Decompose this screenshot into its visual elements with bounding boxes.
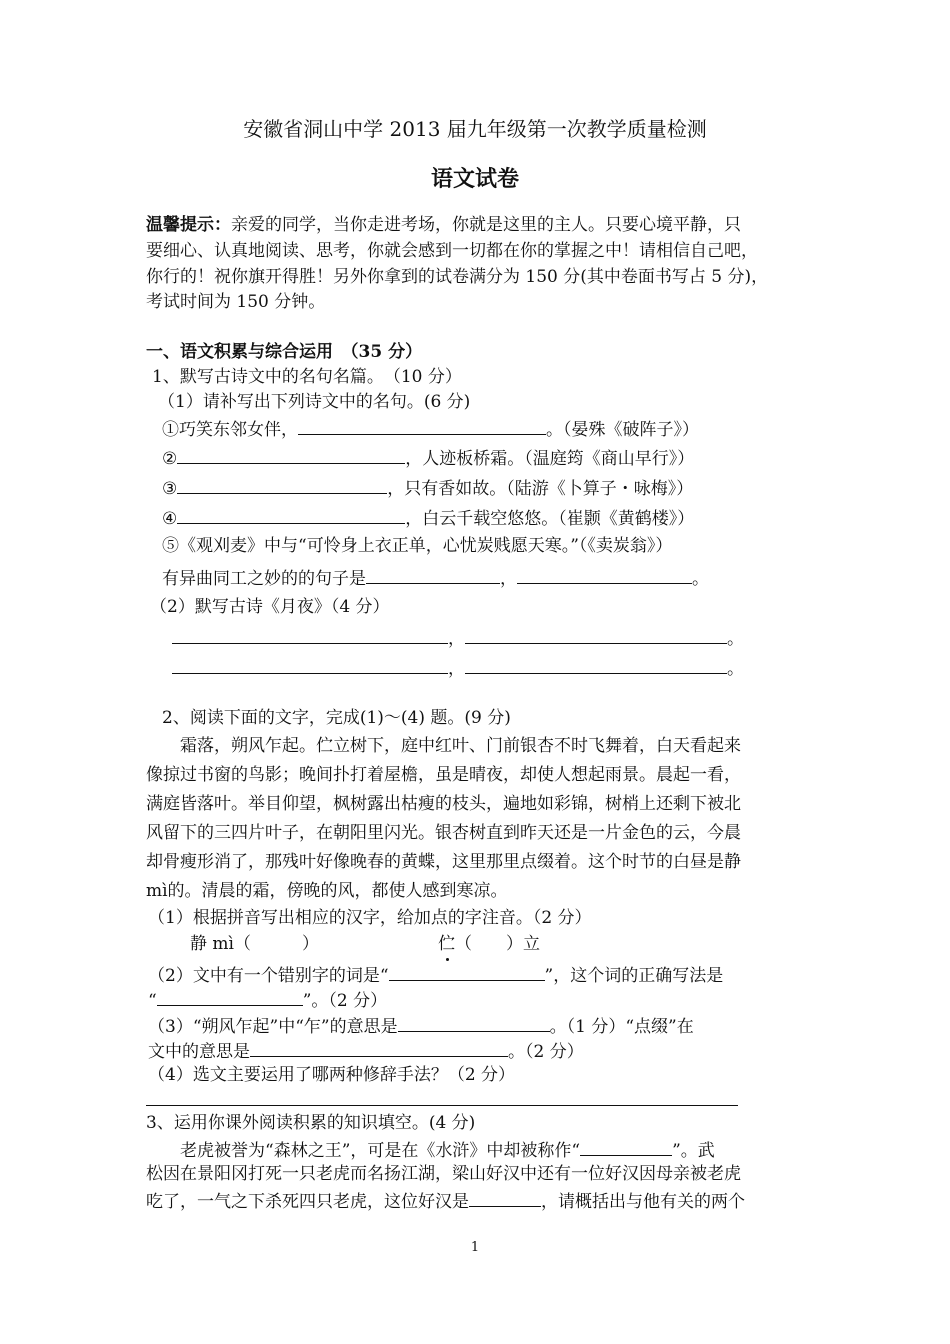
q2-sub1-b xyxy=(438,933,540,955)
q3-title: 3、运用你课外阅读积累的知识填空。(4 分) xyxy=(146,1113,476,1133)
q2-sub3-text: （3）“朔风乍起”中“乍”的意思是 xyxy=(148,1017,398,1037)
q1-item-4-blank[interactable] xyxy=(177,506,405,524)
notice-label: 温馨提示： xyxy=(146,215,231,235)
q3-blank-2[interactable] xyxy=(469,1189,541,1207)
q2-sub1-b-rest: （ ）立 xyxy=(455,934,540,954)
q1-item-5-comma: ， xyxy=(500,569,517,589)
q1-item-3 xyxy=(162,476,693,500)
q1-item-3-blank[interactable] xyxy=(177,476,387,494)
q2-title: 2、阅读下面的文字，完成(1)～(4) 题。(9 分) xyxy=(162,708,511,728)
poem-end-1: 。 xyxy=(727,629,744,649)
notice-line-4: 考试时间为 150 分钟。 xyxy=(146,292,326,312)
q2-sub2-blank-2[interactable] xyxy=(157,988,303,1006)
q1-item-2-blank[interactable] xyxy=(177,446,405,464)
q2-passage-line-3: 满庭皆落叶。举目仰望，枫树露出枯瘦的枝头，遍地如彩锦，树梢上还剩下被北 xyxy=(146,794,741,814)
q1-item-5-blank-1[interactable] xyxy=(366,566,500,584)
q3-blank-1[interactable] xyxy=(580,1138,672,1156)
q3-line-1 xyxy=(180,1138,715,1162)
q1-item-3-text: ，只有香如故。（陆游《卜算子・咏梅》） xyxy=(387,479,694,499)
q2-sub3-line-1 xyxy=(148,1014,694,1038)
poem-comma-1: ， xyxy=(448,629,465,649)
q3-line-2: 松因在景阳冈打死一只老虎而名扬江湖，梁山好汉中还有一位好汉因母亲被老虎 xyxy=(146,1164,741,1184)
q2-sub2-quote-open: “ xyxy=(148,991,157,1011)
q2-passage-line-4: 风留下的三四片叶子，在朝阳里闪光。银杏树直到昨天还是一片金色的云，今晨 xyxy=(146,823,741,843)
poem-blank-3[interactable] xyxy=(172,656,448,674)
dotted-char: 伫 xyxy=(438,934,455,954)
q2-sub1-a: 静 mì（ ） xyxy=(190,934,319,954)
notice-line-1 xyxy=(146,214,741,236)
page-number: 1 xyxy=(470,1240,480,1255)
q2-passage-line-6: mì的。清晨的霜，傍晚的风，都使人感到寒凉。 xyxy=(146,881,508,901)
q2-sub3-blank-1[interactable] xyxy=(398,1014,550,1032)
q1-item-5-line-1: ⑤《观刈麦》中与“可怜身上衣正单，心忧炭贱愿天寒。”（《卖炭翁》） xyxy=(162,536,673,556)
q3-text-2: ”。武 xyxy=(672,1141,715,1161)
q2-sub4-answer-line[interactable] xyxy=(146,1105,738,1106)
q1-item-2-text: ，人迹板桥霜。（温庭筠《商山早行》） xyxy=(405,449,695,469)
notice-line-2: 要细心、认真地阅读、思考，你就会感到一切都在你的掌握之中！请相信自己吧， xyxy=(146,241,758,261)
q1-item-3-marker: ③ xyxy=(162,479,178,499)
q2-sub1: （1）根据拼音写出相应的汉字，给加点的字注音。（2 分） xyxy=(148,908,592,928)
q2-passage-line-2: 像掠过书窗的鸟影；晚间扑打着屋檐，虽是晴夜，却使人想起雨景。晨起一看， xyxy=(146,765,741,785)
exam-subtitle: 语文试卷 xyxy=(430,166,519,192)
poem-blank-4[interactable] xyxy=(465,656,727,674)
poem-blank-1[interactable] xyxy=(172,626,448,644)
q2-sub2-text-2: ”，这个词的正确写法是 xyxy=(544,966,724,986)
q2-sub2-blank-1[interactable] xyxy=(389,963,545,981)
q2-sub4: （4）选文主要运用了哪两种修辞手法？（2 分） xyxy=(148,1065,516,1085)
poem-end-2: 。 xyxy=(727,659,744,679)
poem-blank-2[interactable] xyxy=(465,626,727,644)
q1-item-5-line-2 xyxy=(162,566,709,590)
notice-text-1: 亲爱的同学，当你走进考场，你就是这里的主人。只要心境平静，只 xyxy=(231,215,741,235)
q1-item-4-text: ，白云千载空悠悠。（崔颢《黄鹤楼》） xyxy=(405,509,695,529)
q3-text-3: 吃了，一气之下杀死四只老虎，这位好汉是 xyxy=(146,1192,469,1212)
q1-sub1: （1）请补写出下列诗文中的名句。(6 分) xyxy=(158,392,471,412)
q1-title: 1、默写古诗文中的名句名篇。 （10 分） xyxy=(152,367,462,387)
q1-item-1-source: 。（晏殊《破阵子》） xyxy=(546,420,699,440)
q1-item-5-blank-2[interactable] xyxy=(517,566,692,584)
q2-sub3-text-2: 。（1 分）“点缀”在 xyxy=(549,1017,694,1037)
q2-passage-line-1: 霜落，朔风乍起。伫立树下，庭中红叶、门前银杏不时飞舞着，白天看起来 xyxy=(180,736,741,756)
q2-sub2-points: ”。（2 分） xyxy=(302,991,388,1011)
q2-sub3-line-2 xyxy=(148,1039,584,1063)
exam-title: 安徽省洞山中学 2013 届九年级第一次教学质量检测 xyxy=(243,117,707,141)
notice-line-3: 你行的！祝你旗开得胜！另外你拿到的试卷满分为 150 分(其中卷面书写占 5 分)， xyxy=(146,267,769,287)
q1-item-2-marker: ② xyxy=(162,449,178,469)
q2-sub2-line-1 xyxy=(148,963,723,987)
poem-line-1 xyxy=(172,626,744,650)
q1-item-5-end: 。 xyxy=(692,569,709,589)
poem-line-2 xyxy=(172,656,744,680)
q3-line-3 xyxy=(146,1189,745,1213)
q2-passage-line-5: 却骨瘦形消了，那残叶好像晚春的黄蝶，这里那里点缀着。这个时节的白昼是静 xyxy=(146,852,741,872)
section-1-heading: 一、语文积累与综合运用 （35 分） xyxy=(146,342,423,362)
q2-sub2-text: （2）文中有一个错别字的词是“ xyxy=(148,966,389,986)
q1-sub2: （2）默写古诗《月夜》（4 分） xyxy=(150,597,390,617)
q1-item-4-marker: ④ xyxy=(162,509,178,529)
q1-item-4 xyxy=(162,506,694,530)
q3-text-4: ，请概括出与他有关的两个 xyxy=(541,1192,745,1212)
q2-sub3-blank-2[interactable] xyxy=(250,1039,508,1057)
q1-item-5-text: 有异曲同工之妙的的句子是 xyxy=(162,569,366,589)
q1-item-1-blank[interactable] xyxy=(298,417,546,435)
poem-comma-2: ， xyxy=(448,659,465,679)
q1-item-2 xyxy=(162,446,694,470)
q2-sub2-line-2 xyxy=(148,988,387,1012)
q3-text-1: 老虎被誉为“森林之王”，可是在《水浒》中却被称作“ xyxy=(180,1141,581,1161)
q1-item-1-text: ①巧笑东邻女伴， xyxy=(162,420,298,440)
q1-item-1 xyxy=(162,417,699,441)
q2-sub3-points: 。（2 分） xyxy=(508,1042,584,1062)
q2-sub3-text-3: 文中的意思是 xyxy=(148,1042,250,1062)
